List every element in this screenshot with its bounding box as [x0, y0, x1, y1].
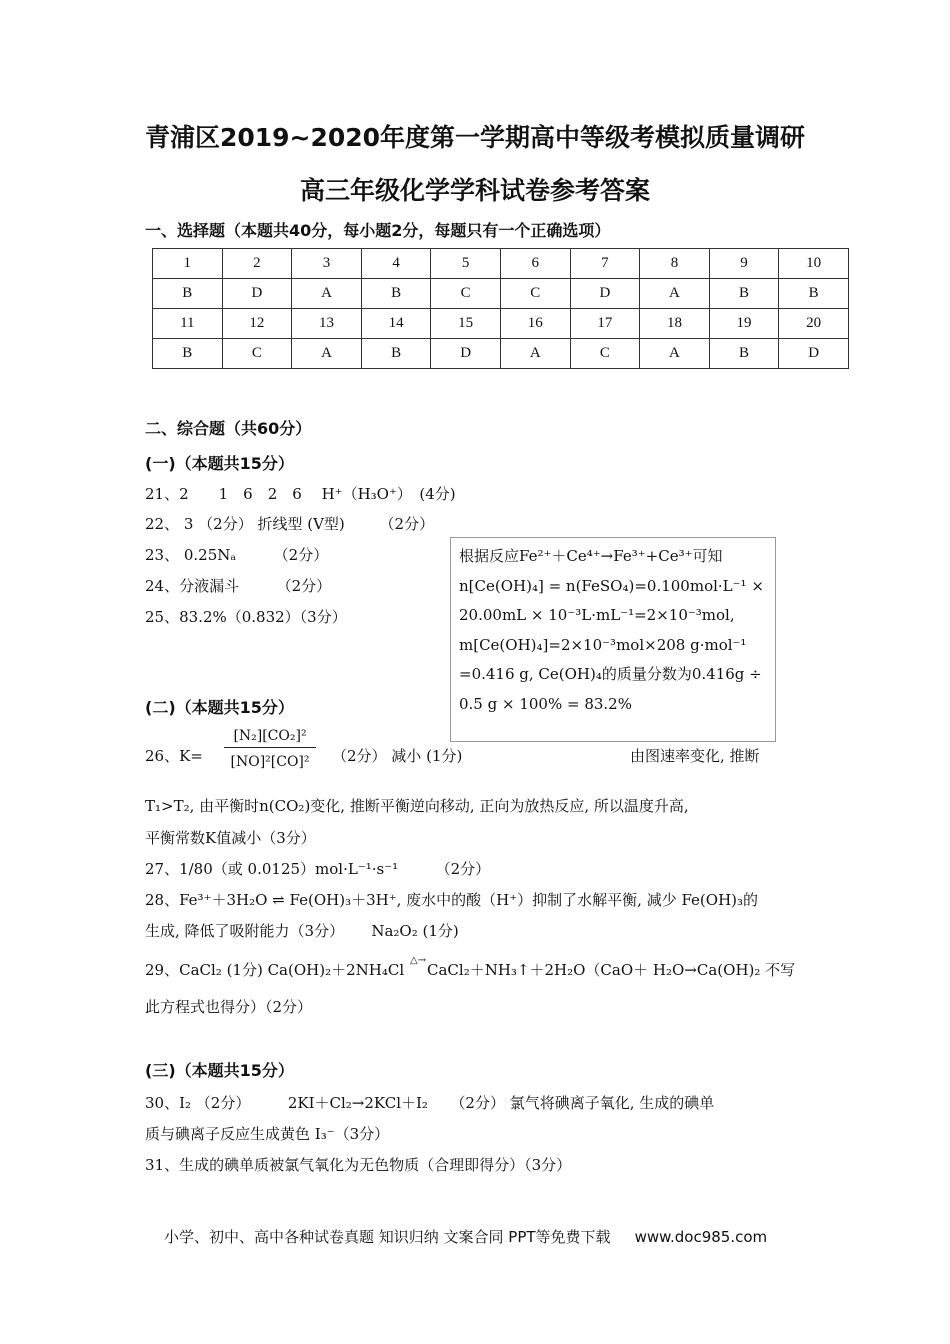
- answer-q28-line2: 生成, 降低了吸附能力（3分） Na₂O₂ (1分): [145, 922, 459, 940]
- table-cell: B: [779, 279, 849, 309]
- table-row: [153, 339, 849, 369]
- footer-url[interactable]: www.doc985.com: [634, 1228, 768, 1246]
- answer-q26-reason-start: 由图速率变化, 推断: [630, 747, 760, 765]
- table-row: [153, 279, 849, 309]
- table-cell: 20: [779, 309, 849, 339]
- answer-q21: 21、2 1 6 2 6 H⁺（H₃O⁺） (4分): [145, 485, 456, 503]
- table-cell: A: [292, 339, 362, 369]
- table-cell: 5: [431, 249, 501, 279]
- table-row: [153, 309, 849, 339]
- heating-arrow: △→: [410, 955, 427, 966]
- page-subtitle: 高三年级化学学科试卷参考答案: [299, 176, 650, 205]
- table-cell: A: [500, 339, 570, 369]
- table-cell: 8: [640, 249, 710, 279]
- answer-q24: 24、分液漏斗 （2分）: [145, 577, 332, 595]
- section-heading-choice: 一、选择题（本题共40分，每小题2分，每题只有一个正确选项）: [145, 221, 611, 240]
- answer-q29-line2: 此方程式也得分）（2分）: [145, 998, 313, 1016]
- answer-q26-conclusion: 平衡常数K值减小（3分）: [145, 829, 316, 847]
- table-cell: 16: [500, 309, 570, 339]
- answer-q22: 22、 3 （2分） 折线型 (V型) （2分）: [145, 515, 435, 533]
- table-cell: A: [292, 279, 362, 309]
- part-heading-1: (一)（本题共15分）: [145, 454, 294, 473]
- table-cell: 18: [640, 309, 710, 339]
- table-cell: 9: [709, 249, 779, 279]
- table-cell: B: [361, 339, 431, 369]
- table-cell: A: [640, 279, 710, 309]
- table-cell: 4: [361, 249, 431, 279]
- answer-q29-line1: 29、CaCl₂ (1分) Ca(OH)₂＋2NH₄Cl: [145, 961, 405, 979]
- table-cell: 6: [500, 249, 570, 279]
- part-heading-2: (二)（本题共15分）: [145, 698, 294, 717]
- answer-q29-equation: CaCl₂＋NH₃↑＋2H₂O（CaO＋ H₂O→Ca(OH)₂ 不写: [427, 961, 796, 979]
- table-cell: 12: [222, 309, 292, 339]
- table-cell: D: [431, 339, 501, 369]
- table-cell: B: [709, 279, 779, 309]
- table-cell: 11: [153, 309, 223, 339]
- table-cell: 14: [361, 309, 431, 339]
- answer-q27: 27、1/80（或 0.0125）mol·L⁻¹·s⁻¹ （2分）: [145, 860, 491, 878]
- table-cell: B: [709, 339, 779, 369]
- table-cell: D: [570, 279, 640, 309]
- table-cell: 15: [431, 309, 501, 339]
- footer: [164, 1226, 767, 1247]
- answer-q26-reason: T₁>T₂, 由平衡时n(CO₂)变化, 推断平衡逆向移动, 正向为放热反应, 所以温度升高,: [145, 797, 689, 815]
- table-cell: 19: [709, 309, 779, 339]
- table-cell: C: [431, 279, 501, 309]
- table-cell: 13: [292, 309, 362, 339]
- table-cell: C: [570, 339, 640, 369]
- part-heading-3: (三)（本题共15分）: [145, 1061, 294, 1080]
- table-cell: 2: [222, 249, 292, 279]
- answer-q30-line1: 30、I₂ （2分） 2KI＋Cl₂→2KCl＋I₂ （2分） 氯气将碘离子氧化, 生成的碘单: [145, 1094, 715, 1112]
- table-cell: D: [222, 279, 292, 309]
- table-cell: B: [361, 279, 431, 309]
- table-cell: 1: [153, 249, 223, 279]
- equilibrium-constant-fraction: [224, 728, 316, 770]
- answer-q25: 25、83.2%（0.832）（3分）: [145, 608, 347, 626]
- table-cell: B: [153, 279, 223, 309]
- table-cell: 3: [292, 249, 362, 279]
- table-cell: D: [779, 339, 849, 369]
- table-row: [153, 249, 849, 279]
- table-cell: 10: [779, 249, 849, 279]
- table-cell: 17: [570, 309, 640, 339]
- answer-q26-label: 26、K=: [145, 747, 203, 765]
- answer-table: [152, 248, 849, 369]
- table-cell: B: [153, 339, 223, 369]
- table-cell: C: [222, 339, 292, 369]
- page-title: 青浦区2019~2020年度第一学期高中等级考模拟质量调研: [144, 123, 806, 152]
- fraction-numerator: [N₂][CO₂]²: [224, 728, 316, 748]
- section-heading-comprehensive: 二、综合题（共60分）: [145, 419, 312, 438]
- answer-q23: 23、 0.25Nₐ （2分）: [145, 546, 329, 564]
- table-cell: 7: [570, 249, 640, 279]
- answer-q26-score: （2分） 减小 (1分): [332, 747, 463, 765]
- table-cell: C: [500, 279, 570, 309]
- table-cell: A: [640, 339, 710, 369]
- calculation-box: 根据反应Fe²⁺＋Ce⁴⁺→Fe³⁺+Ce³⁺可知n[Ce(OH)₄] = n(FeSO₄)=0.100mol·L⁻¹ × 20.00mL × 10⁻³L·mL⁻¹=2×10⁻³mol, m[Ce(OH)₄]=2×10⁻³mol×208 g·mol⁻¹ =0.416 g, Ce(OH)₄的质量分数为0.416g ÷ 0.5 g × 100% = 83.2%: [450, 537, 776, 742]
- footer-text: 小学、初中、高中各种试卷真题 知识归纳 文案合同 PPT等免费下载: [164, 1228, 611, 1246]
- answer-q31: 31、生成的碘单质被氯气氧化为无色物质（合理即得分）（3分）: [145, 1156, 572, 1174]
- fraction-denominator: [NO]²[CO]²: [230, 754, 310, 770]
- answer-q30-line2: 质与碘离子反应生成黄色 I₃⁻（3分）: [145, 1125, 390, 1143]
- answer-q28-line1: 28、Fe³⁺＋3H₂O ⇌ Fe(OH)₃＋3H⁺, 废水中的酸（H⁺）抑制了水解平衡, 减少 Fe(OH)₃的: [145, 891, 759, 909]
